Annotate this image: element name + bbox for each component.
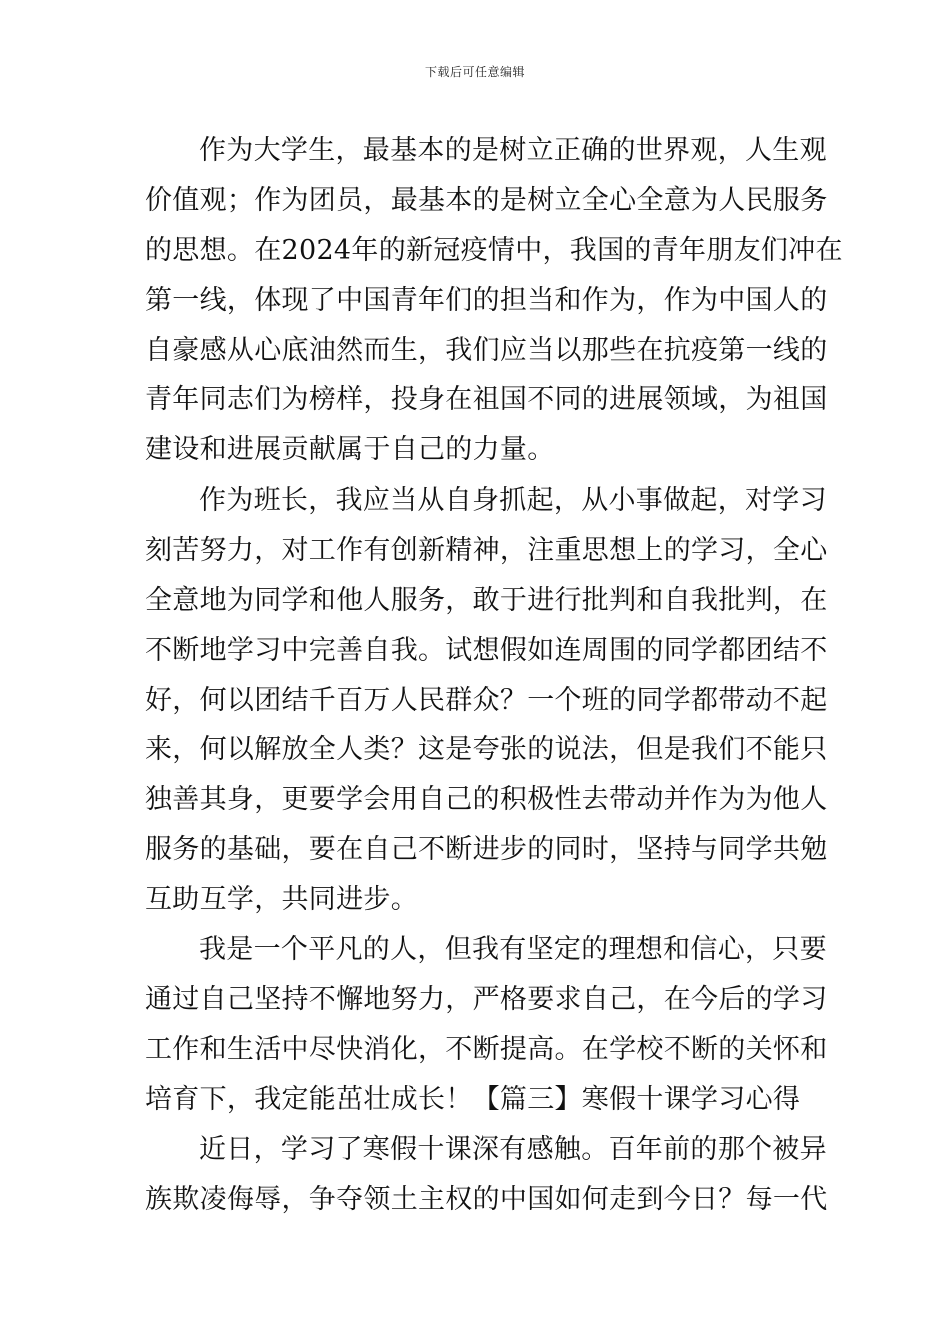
paragraph-line: 互助互学，共同进步。 xyxy=(145,884,418,915)
page-header: 下载后可任意编辑 xyxy=(424,65,525,79)
paragraph-line: 不断地学习中完善自我。试想假如连周围的同学都团结不 xyxy=(145,635,828,666)
paragraph-line: 的思想。在2024年的新冠疫情中，我国的青年朋友们冲在 xyxy=(145,235,843,266)
paragraph-line: 独善其身，更要学会用自己的积极性去带动并作为为他人 xyxy=(145,784,828,815)
paragraph-line: 第一线，体现了中国青年们的担当和作为，作为中国人的 xyxy=(145,285,828,316)
paragraph-line: 族欺凌侮辱，争夺领土主权的中国如何走到今日？每一代 xyxy=(145,1184,828,1215)
paragraph-line: 通过自己坚持不懈地努力，严格要求自己，在今后的学习 xyxy=(145,984,828,1015)
paragraph-line: 服务的基础，要在自己不断进步的同时，坚持与同学共勉 xyxy=(145,834,828,865)
paragraph-line: 作为班长，我应当从自身抓起，从小事做起，对学习 xyxy=(199,485,827,516)
paragraph-line: 工作和生活中尽快消化，不断提高。在学校不断的关怀和 xyxy=(145,1034,828,1065)
paragraph-line: 作为大学生，最基本的是树立正确的世界观，人生观 xyxy=(199,135,827,166)
paragraph-line: 建设和进展贡献属于自己的力量。 xyxy=(145,434,555,465)
paragraph-line: 青年同志们为榜样，投身在祖国不同的进展领域，为祖国 xyxy=(145,384,828,415)
paragraph-line: 刻苦努力，对工作有创新精神，注重思想上的学习，全心 xyxy=(145,535,828,566)
paragraph-line: 培育下，我定能茁壮成长！【篇三】寒假十课学习心得 xyxy=(145,1084,801,1115)
paragraph-line: 自豪感从心底油然而生，我们应当以那些在抗疫第一线的 xyxy=(145,335,828,366)
paragraph-line: 价值观；作为团员，最基本的是树立全心全意为人民服务 xyxy=(145,185,828,216)
paragraph-line: 好，何以团结千百万人民群众？一个班的同学都带动不起 xyxy=(145,685,828,716)
paragraph-line: 近日，学习了寒假十课深有感触。百年前的那个被异 xyxy=(199,1134,827,1165)
paragraph-line: 我是一个平凡的人，但我有坚定的理想和信心，只要 xyxy=(199,934,827,965)
paragraph-line: 全意地为同学和他人服务，敢于进行批判和自我批判，在 xyxy=(145,585,828,616)
paragraph-line: 来，何以解放全人类？这是夸张的说法，但是我们不能只 xyxy=(145,734,828,765)
